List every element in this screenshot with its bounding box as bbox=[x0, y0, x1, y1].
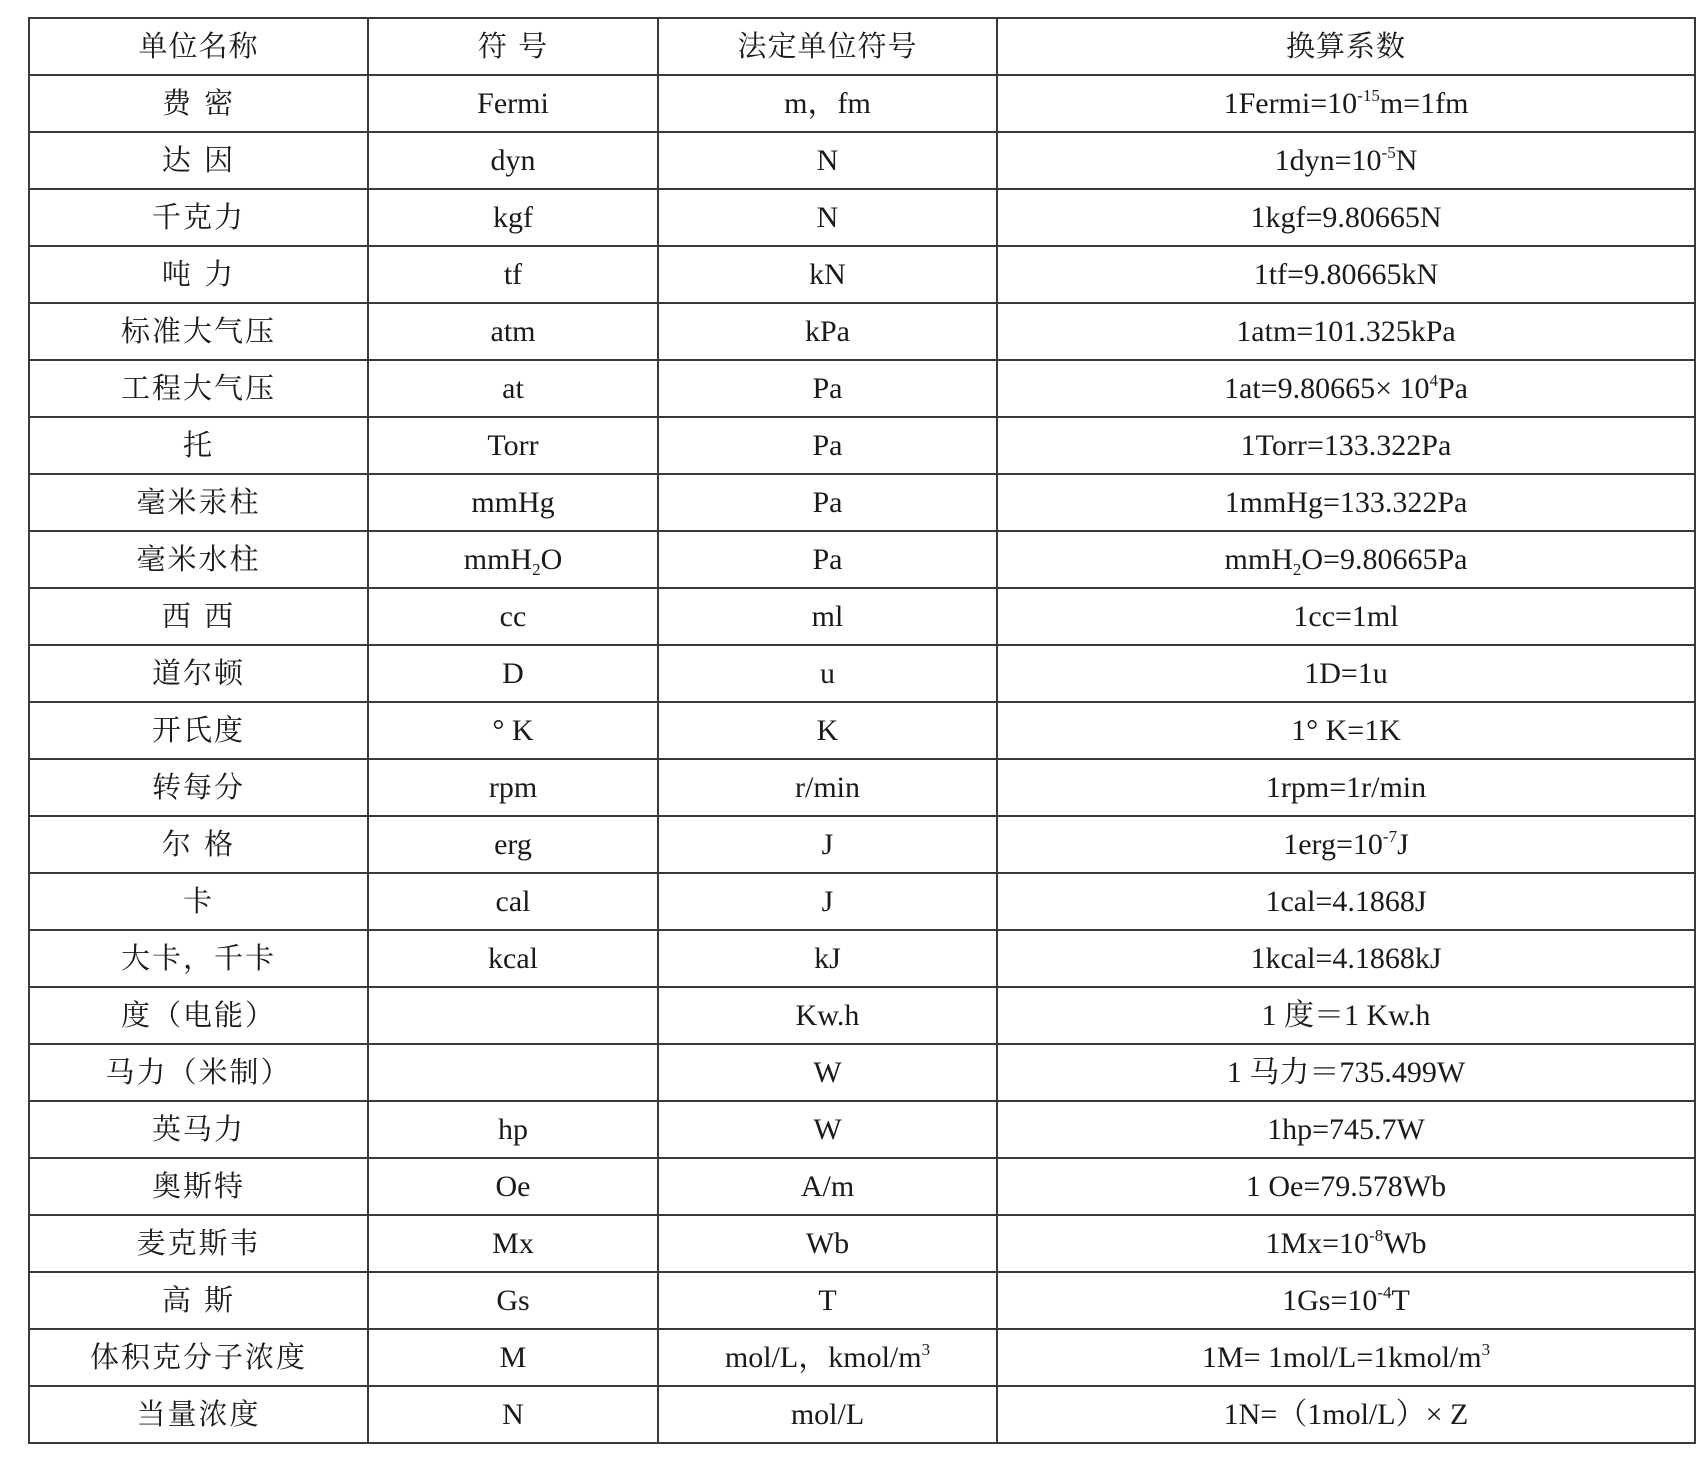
table-row bbox=[29, 930, 1695, 987]
conversion-factor-cell: 1kgf=9.80665N bbox=[997, 189, 1695, 246]
symbol-cell: kcal bbox=[368, 930, 658, 987]
table-row bbox=[29, 1101, 1695, 1158]
unit-name-cell: 高 斯 bbox=[29, 1272, 368, 1329]
symbol-cell: at bbox=[368, 360, 658, 417]
conversion-factor-cell: 1cal=4.1868J bbox=[997, 873, 1695, 930]
table-row bbox=[29, 246, 1695, 303]
table-row bbox=[29, 645, 1695, 702]
unit-name-cell: 工程大气压 bbox=[29, 360, 368, 417]
symbol-cell: cc bbox=[368, 588, 658, 645]
legal-symbol-cell: Pa bbox=[658, 474, 997, 531]
table-row bbox=[29, 588, 1695, 645]
header-conversion-factor: 换算系数 bbox=[997, 18, 1695, 75]
header-unit-name: 单位名称 bbox=[29, 18, 368, 75]
unit-name-cell: 千克力 bbox=[29, 189, 368, 246]
unit-name-cell: 当量浓度 bbox=[29, 1386, 368, 1443]
unit-name-cell: 奥斯特 bbox=[29, 1158, 368, 1215]
conversion-factor-cell: 1rpm=1r/min bbox=[997, 759, 1695, 816]
table-header-row bbox=[29, 18, 1695, 75]
symbol-cell: dyn bbox=[368, 132, 658, 189]
unit-name-cell: 尔 格 bbox=[29, 816, 368, 873]
unit-name-cell: 英马力 bbox=[29, 1101, 368, 1158]
conversion-factor-cell: $1Mx=10^{-8}Wb$ bbox=[997, 1215, 1695, 1272]
symbol-cell: M bbox=[368, 1329, 658, 1386]
legal-symbol-cell: kN bbox=[658, 246, 997, 303]
symbol-cell: N bbox=[368, 1386, 658, 1443]
table-row bbox=[29, 189, 1695, 246]
unit-name-cell: 麦克斯韦 bbox=[29, 1215, 368, 1272]
unit-name-cell: 吨 力 bbox=[29, 246, 368, 303]
conversion-factor-cell: 1hp=745.7W bbox=[997, 1101, 1695, 1158]
unit-name-cell: 达 因 bbox=[29, 132, 368, 189]
legal-symbol-cell: mol/L bbox=[658, 1386, 997, 1443]
unit-conversion-table bbox=[28, 17, 1696, 1444]
legal-symbol-cell: W bbox=[658, 1044, 997, 1101]
conversion-factor-cell: 1cc=1ml bbox=[997, 588, 1695, 645]
legal-symbol-cell: J bbox=[658, 873, 997, 930]
legal-symbol-cell: K bbox=[658, 702, 997, 759]
unit-name-cell: 西 西 bbox=[29, 588, 368, 645]
conversion-factor-cell: 1 马力＝735.499W bbox=[997, 1044, 1695, 1101]
table-row bbox=[29, 1215, 1695, 1272]
symbol-cell: Gs bbox=[368, 1272, 658, 1329]
symbol-cell: kgf bbox=[368, 189, 658, 246]
document-page bbox=[28, 17, 1696, 1444]
conversion-factor-cell: mmH$_2$O=9.80665Pa bbox=[997, 531, 1695, 588]
symbol-cell: D bbox=[368, 645, 658, 702]
conversion-factor-cell: $1Fermi=10^{-15}m=1fm$ bbox=[997, 75, 1695, 132]
table-row bbox=[29, 702, 1695, 759]
legal-symbol-cell: mol/L，kmol/$m^3$ bbox=[658, 1329, 997, 1386]
legal-symbol-cell: T bbox=[658, 1272, 997, 1329]
legal-symbol-cell: kPa bbox=[658, 303, 997, 360]
legal-symbol-cell: N bbox=[658, 189, 997, 246]
table-row bbox=[29, 1272, 1695, 1329]
table-row bbox=[29, 1386, 1695, 1443]
legal-symbol-cell: ml bbox=[658, 588, 997, 645]
symbol-cell: mmH$_2$O bbox=[368, 531, 658, 588]
legal-symbol-cell: r/min bbox=[658, 759, 997, 816]
symbol-cell: hp bbox=[368, 1101, 658, 1158]
table-row bbox=[29, 1329, 1695, 1386]
conversion-factor-cell: 1Torr=133.322Pa bbox=[997, 417, 1695, 474]
conversion-factor-cell: $1Gs=10^{-4}T$ bbox=[997, 1272, 1695, 1329]
table-row bbox=[29, 474, 1695, 531]
symbol-cell: atm bbox=[368, 303, 658, 360]
unit-name-cell: 体积克分子浓度 bbox=[29, 1329, 368, 1386]
conversion-factor-cell: 1N=（1mol/L）× Z bbox=[997, 1386, 1695, 1443]
unit-name-cell: 马力（米制） bbox=[29, 1044, 368, 1101]
conversion-factor-cell: $1erg=10^{-7}J$ bbox=[997, 816, 1695, 873]
unit-name-cell: 道尔顿 bbox=[29, 645, 368, 702]
unit-name-cell: 毫米汞柱 bbox=[29, 474, 368, 531]
symbol-cell: erg bbox=[368, 816, 658, 873]
unit-name-cell: 托 bbox=[29, 417, 368, 474]
conversion-factor-cell: 1tf=9.80665kN bbox=[997, 246, 1695, 303]
conversion-factor-cell: $1at=9.80665\times 10^4Pa$ bbox=[997, 360, 1695, 417]
legal-symbol-cell: Pa bbox=[658, 417, 997, 474]
conversion-factor-cell: 1atm=101.325kPa bbox=[997, 303, 1695, 360]
conversion-factor-cell: $1dyn=10^{-5}N$ bbox=[997, 132, 1695, 189]
symbol-cell: Oe bbox=[368, 1158, 658, 1215]
conversion-factor-cell: $1M= 1mol/L=1kmol/m^3$ bbox=[997, 1329, 1695, 1386]
legal-symbol-cell: J bbox=[658, 816, 997, 873]
conversion-factor-cell: 1° K=1K bbox=[997, 702, 1695, 759]
legal-symbol-cell: A/m bbox=[658, 1158, 997, 1215]
legal-symbol-cell: Wb bbox=[658, 1215, 997, 1272]
header-legal-symbol: 法定单位符号 bbox=[658, 18, 997, 75]
legal-symbol-cell: Pa bbox=[658, 531, 997, 588]
conversion-factor-cell: 1mmHg=133.322Pa bbox=[997, 474, 1695, 531]
legal-symbol-cell: Kw.h bbox=[658, 987, 997, 1044]
unit-name-cell: 毫米水柱 bbox=[29, 531, 368, 588]
symbol-cell: ° K bbox=[368, 702, 658, 759]
table-body bbox=[29, 75, 1695, 1443]
symbol-cell: Mx bbox=[368, 1215, 658, 1272]
unit-name-cell: 开氏度 bbox=[29, 702, 368, 759]
legal-symbol-cell: kJ bbox=[658, 930, 997, 987]
conversion-factor-cell: 1kcal=4.1868kJ bbox=[997, 930, 1695, 987]
symbol-cell: Torr bbox=[368, 417, 658, 474]
unit-name-cell: 标准大气压 bbox=[29, 303, 368, 360]
table-row bbox=[29, 75, 1695, 132]
table-row bbox=[29, 360, 1695, 417]
legal-symbol-cell: u bbox=[658, 645, 997, 702]
conversion-factor-cell: 1D=1u bbox=[997, 645, 1695, 702]
symbol-cell: rpm bbox=[368, 759, 658, 816]
table-row bbox=[29, 303, 1695, 360]
unit-name-cell: 大卡，千卡 bbox=[29, 930, 368, 987]
table-row bbox=[29, 132, 1695, 189]
legal-symbol-cell: m，fm bbox=[658, 75, 997, 132]
symbol-cell bbox=[368, 1044, 658, 1101]
table-row bbox=[29, 759, 1695, 816]
unit-name-cell: 转每分 bbox=[29, 759, 368, 816]
table-row bbox=[29, 417, 1695, 474]
table-row bbox=[29, 987, 1695, 1044]
table-row bbox=[29, 873, 1695, 930]
legal-symbol-cell: W bbox=[658, 1101, 997, 1158]
table-row bbox=[29, 531, 1695, 588]
symbol-cell: cal bbox=[368, 873, 658, 930]
table-row bbox=[29, 816, 1695, 873]
conversion-factor-cell: 1 度＝1 Kw.h bbox=[997, 987, 1695, 1044]
symbol-cell: tf bbox=[368, 246, 658, 303]
table-row bbox=[29, 1044, 1695, 1101]
legal-symbol-cell: N bbox=[658, 132, 997, 189]
table-row bbox=[29, 1158, 1695, 1215]
unit-name-cell: 度（电能） bbox=[29, 987, 368, 1044]
header-symbol: 符 号 bbox=[368, 18, 658, 75]
symbol-cell bbox=[368, 987, 658, 1044]
unit-name-cell: 卡 bbox=[29, 873, 368, 930]
legal-symbol-cell: Pa bbox=[658, 360, 997, 417]
symbol-cell: mmHg bbox=[368, 474, 658, 531]
unit-name-cell: 费 密 bbox=[29, 75, 368, 132]
symbol-cell: Fermi bbox=[368, 75, 658, 132]
conversion-factor-cell: 1 Oe=79.578Wb bbox=[997, 1158, 1695, 1215]
